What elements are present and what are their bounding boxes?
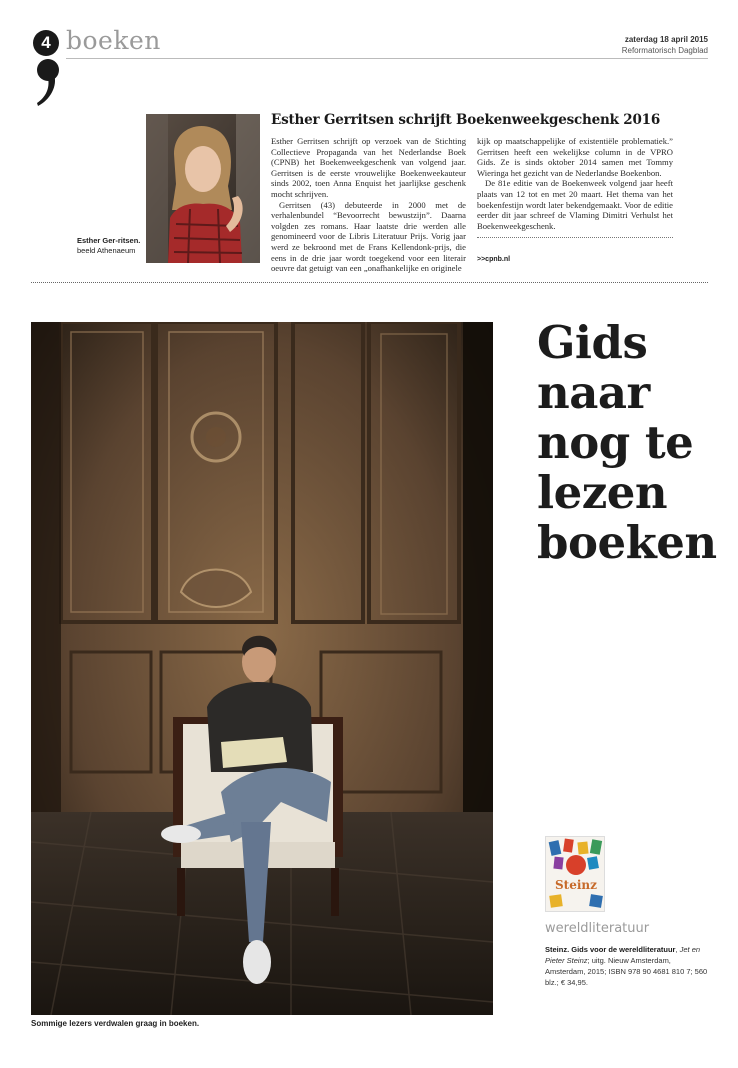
portrait-caption-name: Esther Ger-ritsen.	[77, 236, 141, 245]
issue-date: zaterdag 18 april 2015	[624, 35, 708, 44]
feature-headline	[537, 318, 732, 568]
photo-caption: Sommige lezers verdwalen graag in boeken.	[31, 1019, 200, 1028]
book-cover	[545, 836, 605, 912]
section-title: boeken	[66, 26, 161, 55]
headline-line: naar	[537, 366, 650, 419]
comma-ornament-icon	[34, 58, 62, 108]
column-divider	[477, 237, 673, 238]
headline-line: nog te	[537, 416, 694, 469]
article-paragraph: De 81e editie van de Boekenweek volgend jaar heeft plaats van 12 tot en met 20 maart. Het thema van het boekenfestijn wordt later bekendgemaakt. Voor de editie eerder dit jaar schreef de Vlaming Dimitri Verhulst het Boekenweekgeschenk.	[477, 178, 673, 231]
headline-line: lezen	[537, 466, 668, 519]
reader-photo	[31, 322, 493, 1015]
article-paragraph: Esther Gerritsen schrijft op verzoek van de Stichting Collectieve Propaganda van het Nederlandse Boek (CPNB) het Boekenweekgeschenk van volgend jaar. Gerritsen is de eerste vrouwelijke Boekenweekauteur sinds 2002, toen Anna Enquist het jaarlijkse geschenk mocht schrijven.	[271, 136, 466, 199]
headline-line: Gids	[537, 316, 648, 369]
book-details: ; uitg. Nieuw Amsterdam, Amsterdam, 2015; ISBN 978 90 4681 810 7; 560 blz.; € 34,95.	[545, 956, 708, 987]
section-separator	[31, 282, 708, 283]
article-column-2	[477, 136, 673, 238]
newspaper-name: Reformatorisch Dagblad	[621, 46, 708, 55]
book-info: Steinz. Gids voor de wereldliteratuur, Jet en Pieter Steinz; uitg. Nieuw Amsterdam, Amsterdam, 2015; ISBN 978 90 4681 810 7; 560 blz.; € 34,95.	[545, 945, 708, 987]
book-category: wereldliteratuur	[545, 921, 650, 936]
article-column-1	[271, 136, 466, 274]
book-title: Steinz. Gids voor de wereldliteratuur	[545, 945, 676, 954]
page-number-badge: 4	[33, 30, 59, 56]
headline-line: boeken	[537, 516, 717, 569]
article-paragraph: kijk op maatschappelijke of existentiële problematiek.” Gerritsen heeft een wekelijkse column in de VPRO Gids. Ze is sinds oktober 2014 samen met Tommy Wieringa het gezicht van de Nederlandse Boekenbon.	[477, 136, 673, 178]
book-authors: Jet en Pieter Steinz	[545, 945, 701, 965]
page-header	[0, 0, 738, 110]
author-portrait	[146, 114, 260, 263]
article-title: Esther Gerritsen schrijft Boekenweekgeschenk 2016	[271, 112, 661, 128]
web-link[interactable]: >>cpnb.nl	[477, 256, 511, 263]
cover-title: Steinz	[555, 878, 597, 892]
article-paragraph: Gerritsen (43) debuteerde in 2000 met de verhalenbundel “Bevoorrecht bewustzijn”. Daarna volgden zes romans. Haar laatste drie werden alle genomineerd voor de Libris Literatuur Prijs. Vorig jaar werd ze bekroond met de Frans Kellendonk-prijs, die eens in de drie jaar wordt toegekend voor een literair oeuvre dat getuigt van een „onafhankelijke en originele	[271, 199, 466, 274]
header-divider	[66, 58, 708, 59]
portrait-caption-credit: beeld Athenaeum	[77, 246, 136, 255]
portrait-caption	[77, 236, 143, 256]
